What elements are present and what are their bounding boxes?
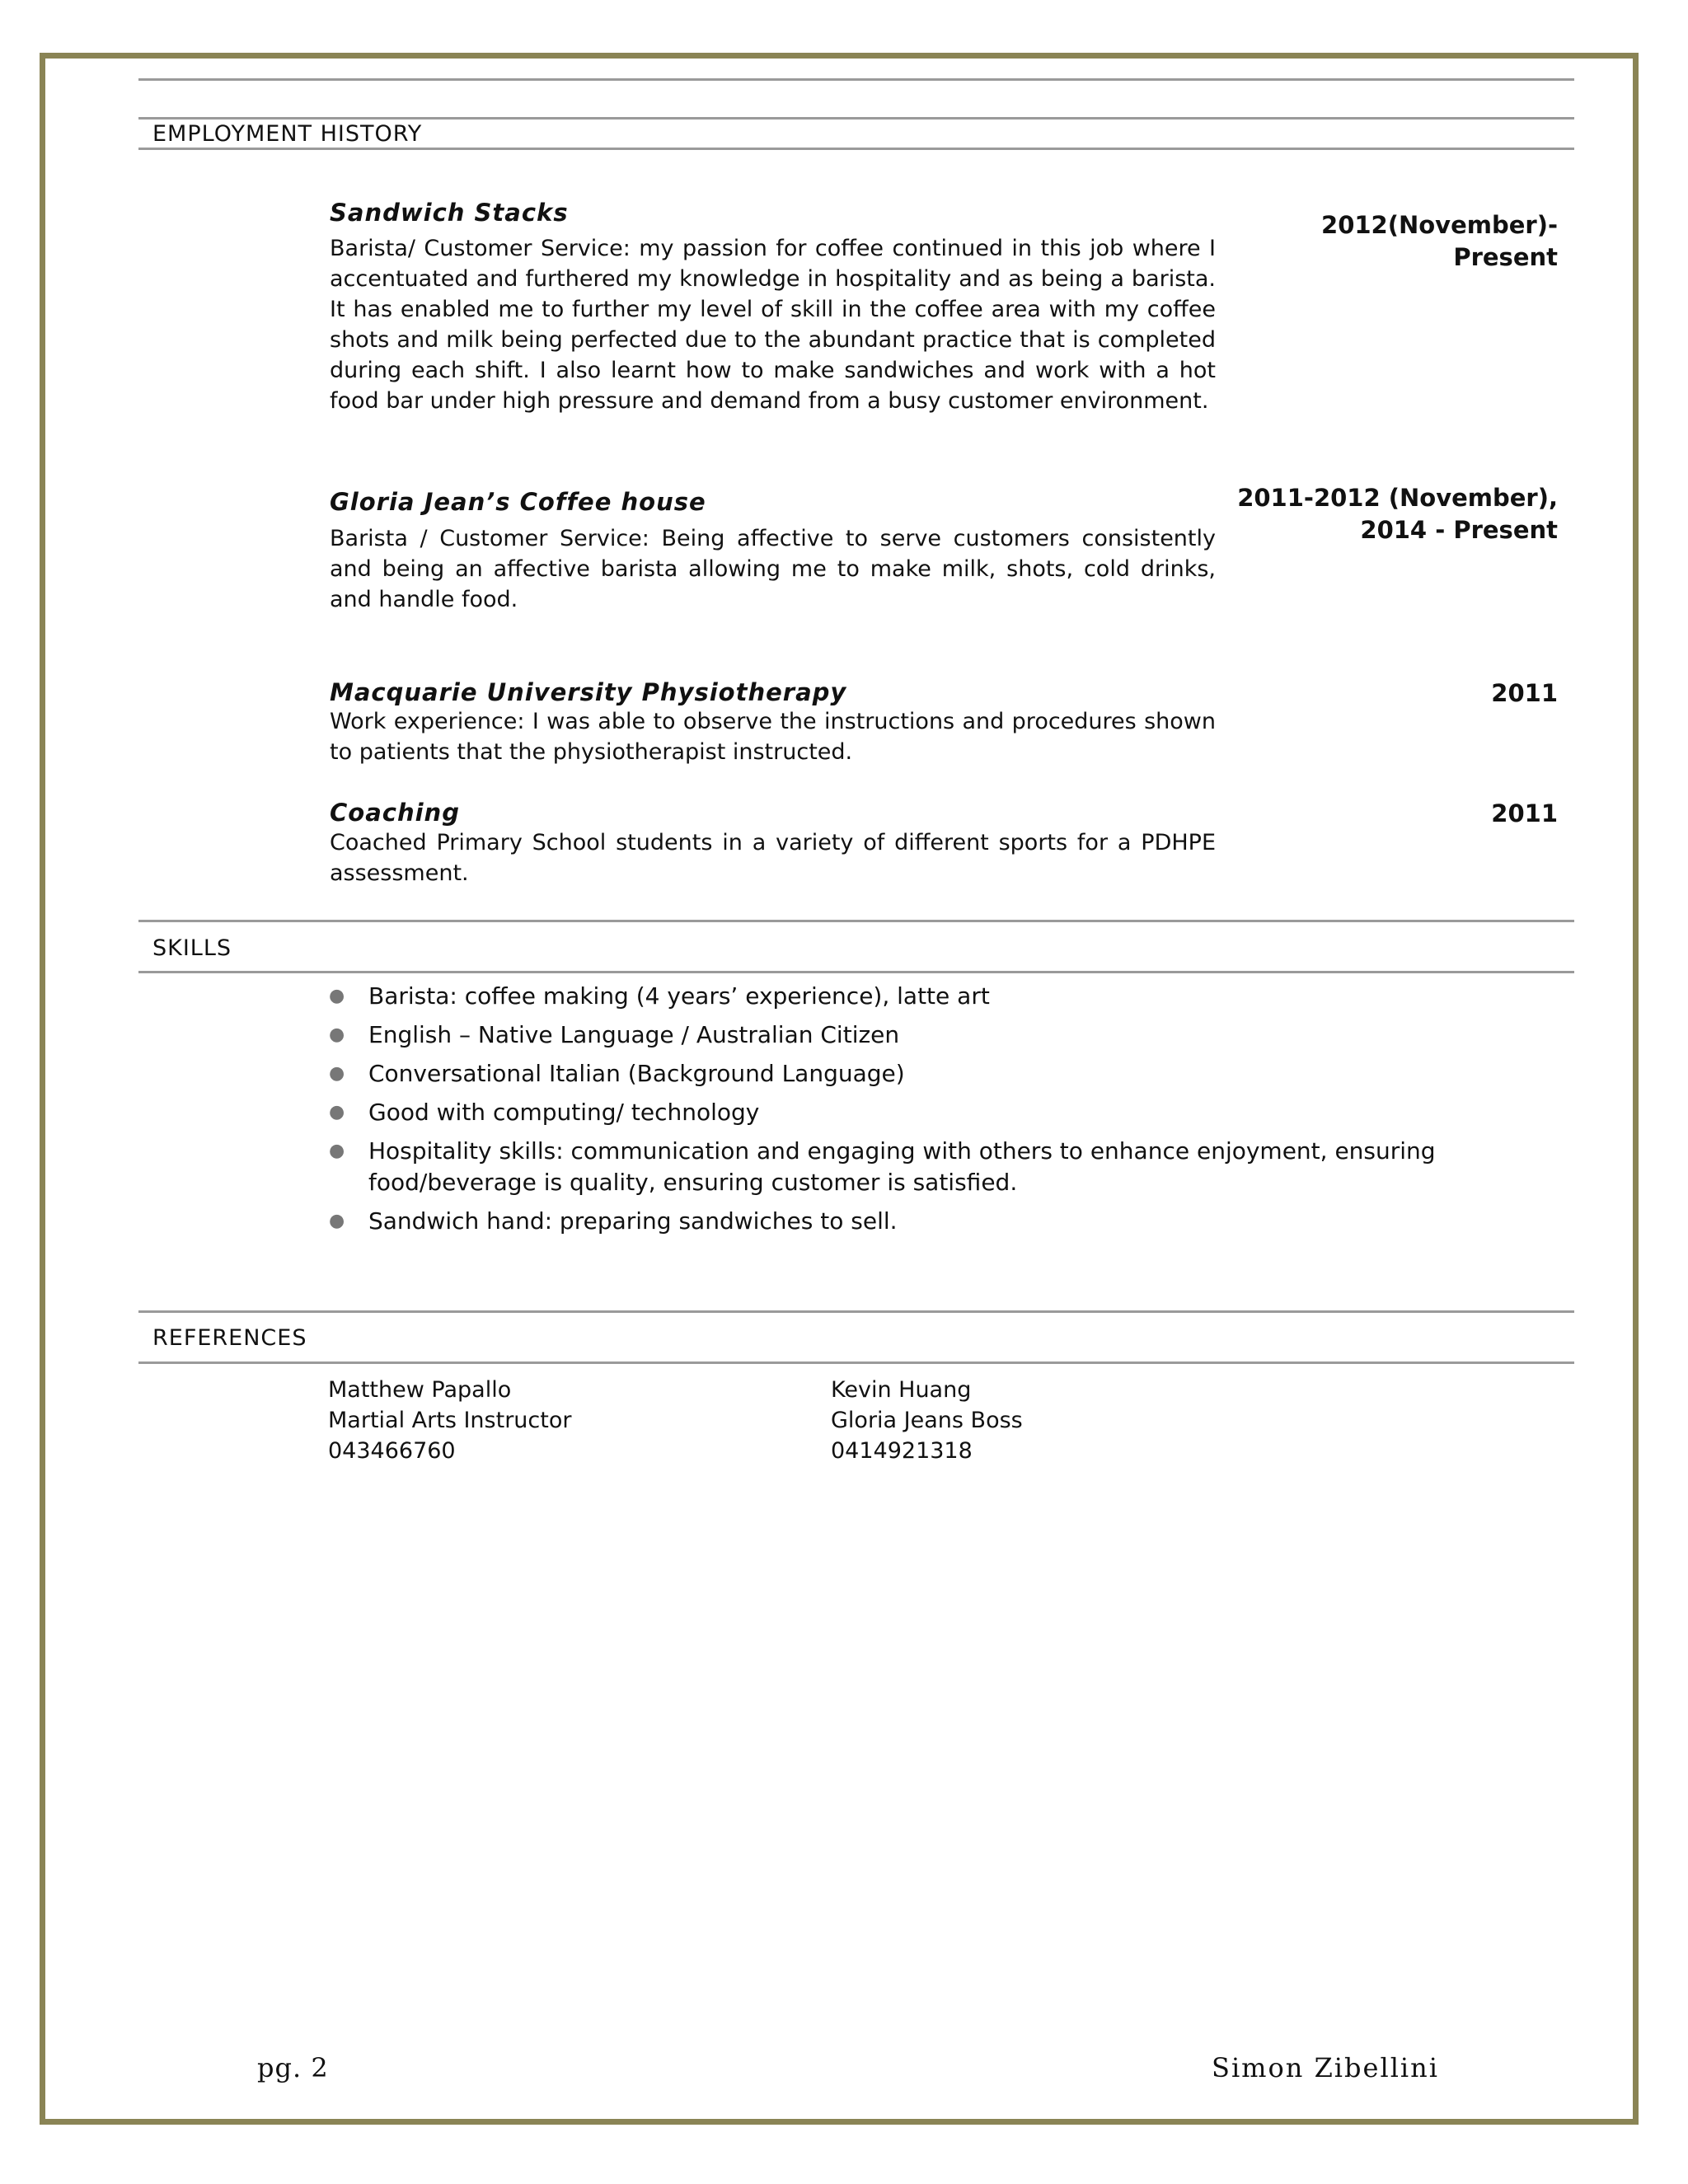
job-title: Coaching [330, 799, 460, 827]
skills-heading: SKILLS [152, 935, 232, 961]
reference-name: Matthew Papallo [328, 1377, 512, 1403]
employment-rule-top [138, 117, 1574, 120]
job-title: Gloria Jean’s Coffee house [330, 488, 706, 516]
employment-rule-bottom [138, 148, 1574, 150]
page-number: pg. 2 [257, 2052, 329, 2083]
references-heading: REFERENCES [152, 1325, 307, 1351]
bullet-icon: ● [329, 1024, 345, 1045]
list-item: ● Conversational Italian (Background Language) [326, 1058, 1562, 1090]
job-title: Macquarie University Physiotherapy [330, 678, 847, 706]
bullet-icon: ● [329, 1063, 345, 1084]
reference-role: Martial Arts Instructor [328, 1408, 572, 1433]
job-description: Work experience: I was able to observe the instructions and procedures shown to patients that the physiotherapist instructed. [330, 709, 1216, 765]
references-rule-top [138, 1310, 1574, 1313]
reference-phone: 043466760 [328, 1438, 456, 1464]
bullet-icon: ● [329, 986, 345, 1006]
reference-entry [328, 1375, 571, 1466]
list-item: ● Barista: coffee making (4 years’ experience), latte art [326, 981, 1562, 1012]
job-date: 2011 [1491, 799, 1558, 827]
job-description: Barista/ Customer Service: my passion for coffee continued in this job where I accentuated and furthered my knowledge in hospitality and as being a barista. It has enabled me to further my level of skill in the coffee area with my coffee shots and milk being perfected due to the abundant practice that is completed during each shift. I also learnt how to make sandwiches and work with a hot food bar under high pressure and demand from a busy customer environment. [330, 236, 1216, 414]
reference-entry [831, 1375, 1023, 1466]
list-item: ● English – Native Language / Australian Citizen [326, 1019, 1562, 1051]
job-title: Sandwich Stacks [330, 199, 569, 227]
bullet-icon: ● [329, 1211, 345, 1231]
reference-name: Kevin Huang [831, 1377, 972, 1403]
list-item: ● Sandwich hand: preparing sandwiches to sell. [326, 1206, 1562, 1237]
job-description: Barista / Customer Service: Being affective to serve customers consistently and being an affective barista allowing me to make milk, shots, cold drinks, and handle food. [330, 526, 1216, 612]
skills-list [326, 981, 1562, 1244]
bullet-icon: ● [329, 1102, 345, 1122]
skills-rule-top [138, 920, 1574, 922]
footer-author-name: Simon Zibellini [1212, 2052, 1439, 2083]
references-rule-bottom [138, 1361, 1574, 1364]
list-item: ● Good with computing/ technology [326, 1097, 1562, 1128]
job-description: Coached Primary School students in a variety of different sports for a PDHPE assessment. [330, 830, 1216, 886]
skills-rule-bottom [138, 971, 1574, 973]
job-date: 2012(November)- Present [1321, 211, 1558, 271]
top-rule [138, 78, 1574, 81]
reference-role: Gloria Jeans Boss [831, 1408, 1023, 1433]
job-date: 2011 [1491, 679, 1558, 707]
list-item: ● Hospitality skills: communication and engaging with others to enhance enjoyment, ensuring food/beverage is quality, ensuring customer is satisfied. [329, 1137, 1436, 1196]
bullet-icon: ● [329, 1141, 345, 1161]
employment-heading: EMPLOYMENT HISTORY [152, 121, 423, 147]
reference-phone: 0414921318 [831, 1438, 973, 1464]
job-date: 2011-2012 (November), 2014 - Present [1237, 484, 1558, 544]
